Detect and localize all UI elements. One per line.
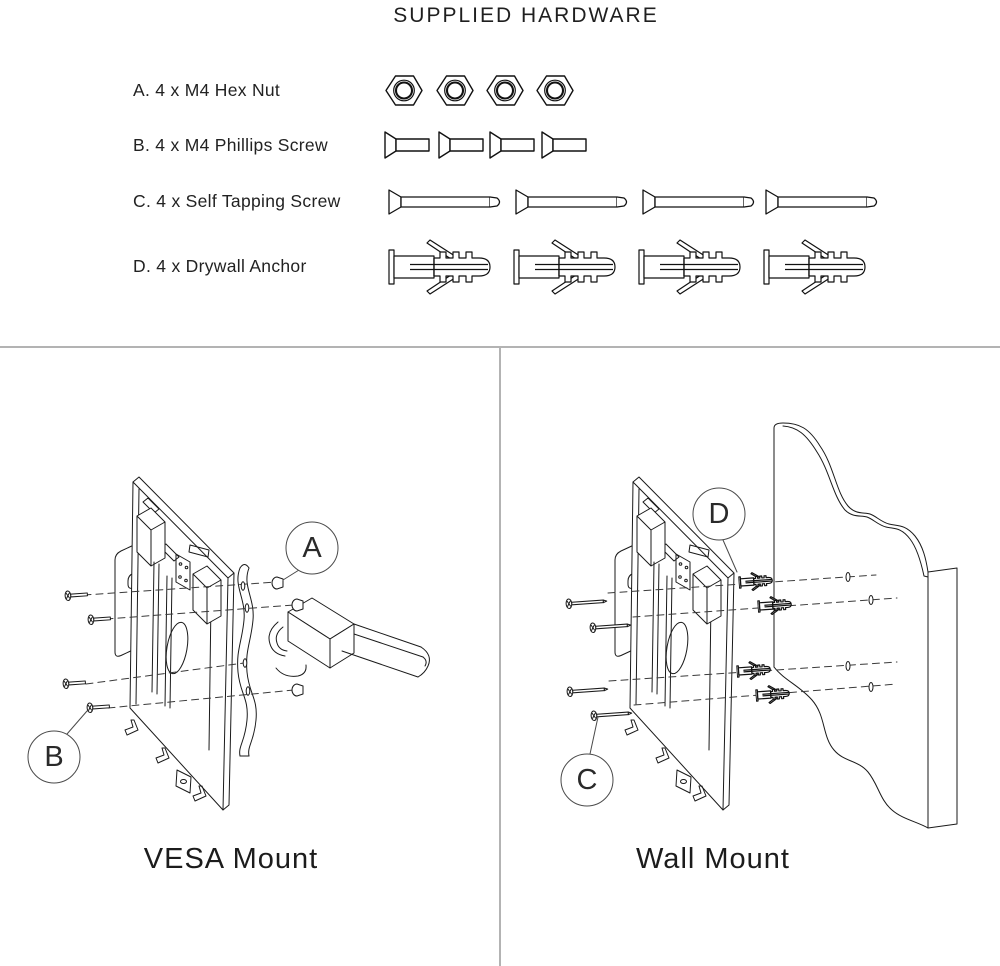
hex-nut-icons-row: [385, 74, 580, 108]
callout-letter-d: D: [708, 498, 730, 530]
callout-letter-b: B: [44, 741, 64, 773]
wall-mount-caption: Wall Mount: [636, 843, 790, 875]
wall-section: [774, 423, 957, 828]
phillips-screws: [63, 590, 111, 713]
monitor-bracket: [115, 477, 234, 810]
vesa-mount-diagram: [28, 477, 429, 810]
page-title: SUPPLIED HARDWARE: [393, 4, 659, 27]
phillips-screw-icons-row: [383, 131, 593, 159]
monitor-arm: [269, 598, 429, 677]
hardware-item-c-label: C. 4 x Self Tapping Screw: [133, 191, 341, 211]
adapter-hole-marks: [241, 582, 250, 695]
self-tapping-screw-icons-row: [388, 189, 883, 215]
wall-mount-diagram: [561, 423, 957, 828]
callout-letter-a: A: [302, 532, 322, 564]
hardware-item-a-label: A. 4 x M4 Hex Nut: [133, 80, 281, 100]
drywall-anchor-icons-row: [386, 238, 891, 296]
drywall-anchors: [736, 571, 791, 704]
callout-letter-c: C: [576, 764, 598, 796]
hardware-item-d-label: D. 4 x Drywall Anchor: [133, 256, 307, 276]
wall-hole-marks: [846, 573, 873, 692]
vesa-mount-caption: VESA Mount: [143, 843, 319, 875]
mounting-diagrams: [0, 346, 1000, 966]
self-tapping-screws: [566, 596, 632, 720]
hardware-item-b-label: B. 4 x M4 Phillips Screw: [133, 135, 328, 155]
